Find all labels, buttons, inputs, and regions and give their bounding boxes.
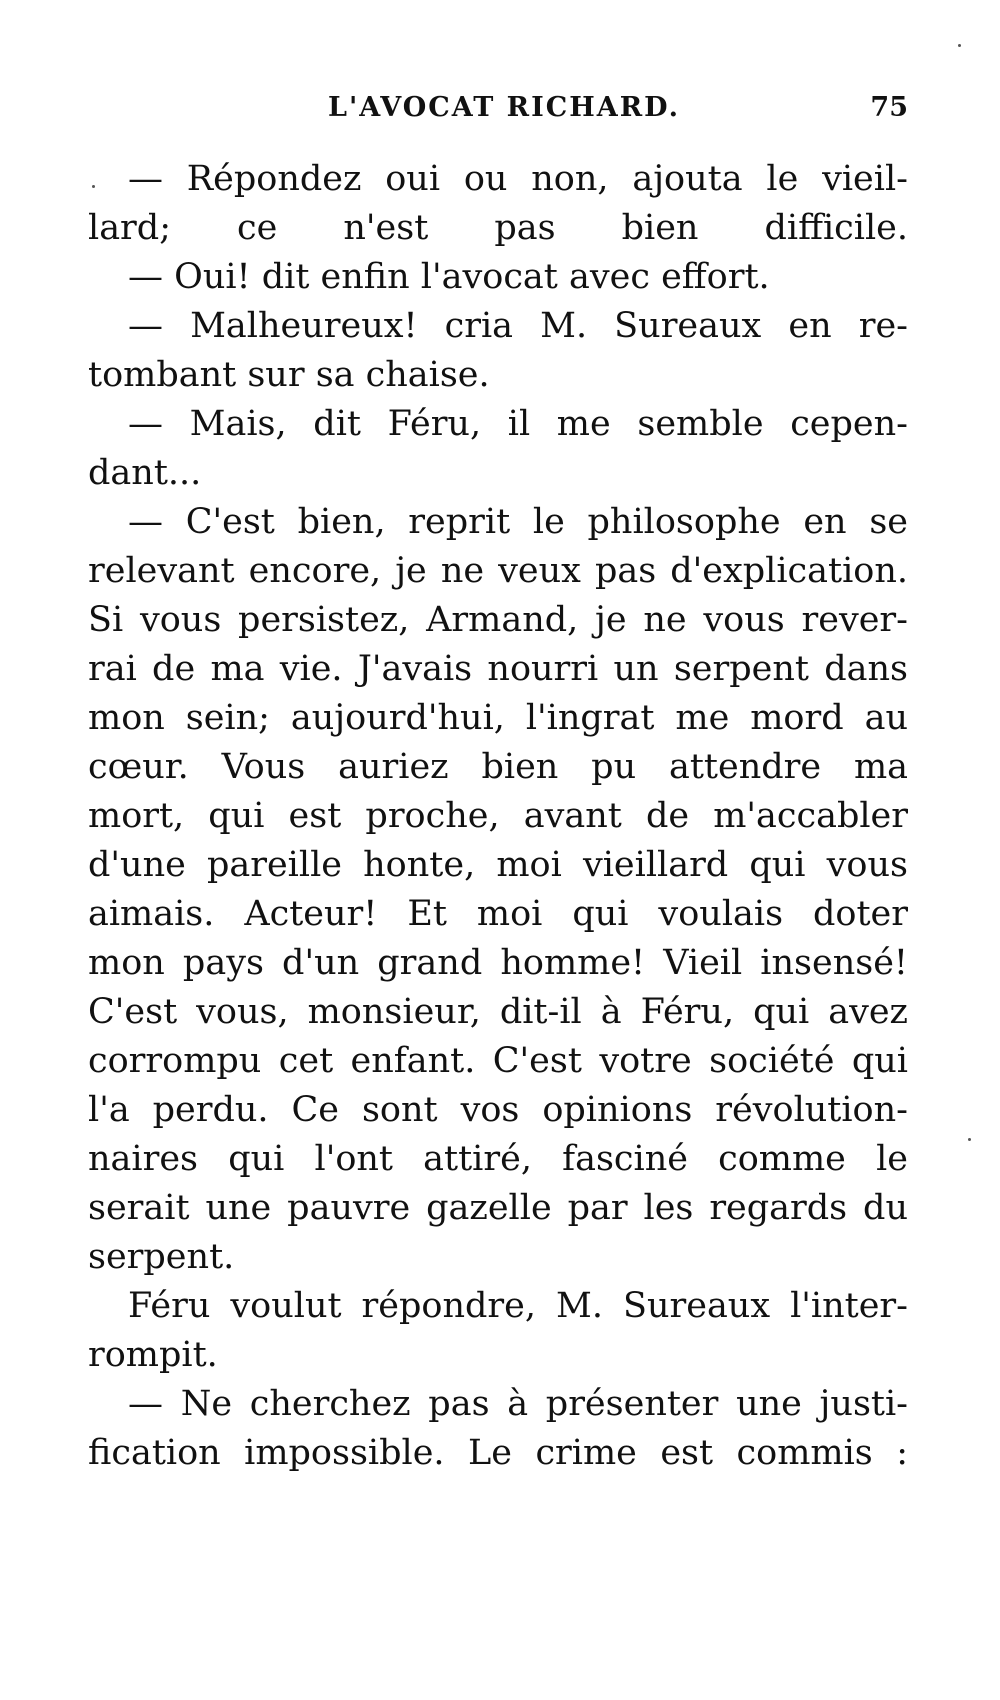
text-line: serait une pauvre gazelle par les regards du xyxy=(88,1188,908,1228)
body-text xyxy=(88,155,908,1478)
text-line: — Répondez oui ou non, ajouta le vieil- xyxy=(128,159,908,199)
page-number: 75 xyxy=(870,92,908,123)
paper-speck xyxy=(92,185,95,188)
text-line: mort, qui est proche, avant de m'accabler xyxy=(88,796,908,836)
text-line: aimais. Acteur! Et moi qui voulais doter xyxy=(88,894,908,934)
text-line: l'a perdu. Ce sont vos opinions révolution- xyxy=(88,1090,908,1130)
text-line: — C'est bien, reprit le philosophe en se xyxy=(128,502,908,542)
paper-speck xyxy=(958,44,961,47)
text-line: mon sein; aujourd'hui, l'ingrat me mord au xyxy=(88,698,908,738)
text-line: — Mais, dit Féru, il me semble cepen- xyxy=(128,404,908,444)
text-line: naires qui l'ont attiré, fasciné comme le xyxy=(88,1139,908,1179)
text-line: serpent. xyxy=(88,1237,235,1277)
text-line: Si vous persistez, Armand, je ne vous rever- xyxy=(88,600,908,640)
text-line: — Ne cherchez pas à présenter une justi- xyxy=(128,1384,908,1424)
paper-speck xyxy=(968,1138,971,1141)
text-line: fication impossible. Le crime est commis : xyxy=(88,1433,908,1473)
text-line: d'une pareille honte, moi vieillard qui vous xyxy=(88,845,908,885)
text-line: lard; ce n'est pas bien difficile. xyxy=(88,208,908,248)
text-line: dant... xyxy=(88,453,202,493)
text-line: Féru voulut répondre, M. Sureaux l'inter- xyxy=(128,1286,908,1326)
text-line: rompit. xyxy=(88,1335,218,1375)
text-line: relevant encore, je ne veux pas d'explication. xyxy=(88,551,908,591)
running-head xyxy=(88,92,908,132)
running-title: L'AVOCAT RICHARD. xyxy=(328,92,680,123)
text-line: — Oui! dit enfin l'avocat avec effort. xyxy=(128,257,770,297)
text-line: mon pays d'un grand homme! Vieil insensé! xyxy=(88,943,908,983)
text-line: rai de ma vie. J'avais nourri un serpent dans xyxy=(88,649,908,689)
text-line: tombant sur sa chaise. xyxy=(88,355,490,395)
text-line: — Malheureux! cria M. Sureaux en re- xyxy=(128,306,908,346)
text-line: cœur. Vous auriez bien pu attendre ma xyxy=(88,747,908,787)
text-line: corrompu cet enfant. C'est votre société qui xyxy=(88,1041,908,1081)
text-line: C'est vous, monsieur, dit-il à Féru, qui avez xyxy=(88,992,908,1032)
